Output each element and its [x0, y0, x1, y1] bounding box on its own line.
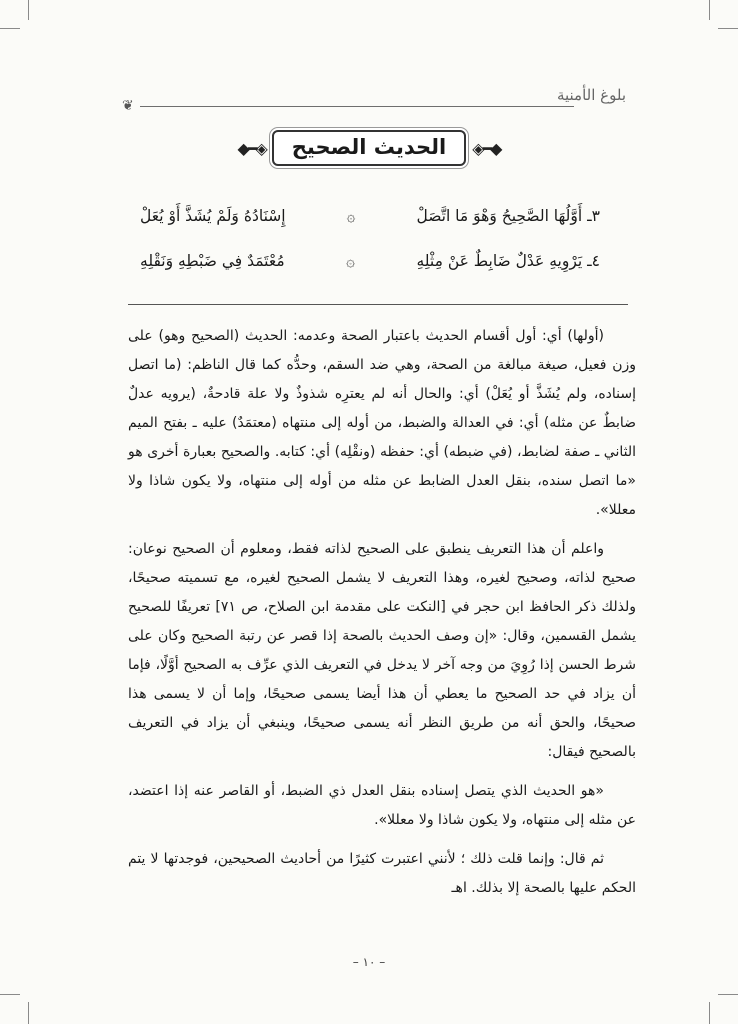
crop-mark-bottom-right-h	[718, 994, 738, 995]
verse-line	[140, 252, 600, 270]
title-ornament-left-icon: ◆━◈	[237, 138, 266, 158]
section-title-banner	[0, 124, 738, 172]
crop-mark-bottom-left-h	[0, 994, 20, 995]
verse-divider	[128, 304, 628, 305]
verse-line	[140, 207, 600, 225]
verse-separator-icon: ۞	[346, 252, 355, 270]
page-number: – ١٠ –	[352, 955, 386, 969]
crop-mark-top-right-v	[709, 0, 710, 20]
crop-mark-bottom-right-v	[709, 1002, 710, 1024]
book-logo: بلوغ الأمنية	[556, 86, 626, 104]
commentary-body	[128, 322, 636, 913]
section-title: الحديث الصحيح	[272, 130, 466, 166]
fleuron-ornament-icon: ❦	[122, 98, 134, 114]
verse-second-hemistich: إِسْنَادُهُ وَلَمْ يُشَذَّ أَوْ يُعَلْ	[140, 207, 286, 225]
crop-mark-bottom-left-v	[28, 1002, 29, 1024]
crop-mark-top-left-v	[28, 0, 29, 20]
running-header	[122, 86, 626, 114]
header-rule	[140, 106, 574, 107]
commentary-paragraph: ثم قال: وإنما قلت ذلك ؛ لأنني اعتبرت كثيرًا من أحاديث الصحيحين، فوجدتها لا يتم الحكم عليها بالصحة إلا بذلك. اهـ	[128, 851, 636, 896]
verse-separator-icon: ۞	[346, 207, 356, 225]
title-ornament-right-icon: ◈━◆	[472, 138, 501, 158]
commentary-paragraph: (أولها) أي: أول أقسام الحديث باعتبار الصحة وعدمه: الحديث (الصحيح وهو) على وزن فعيل، صيغة مبالغة من الصحة، وهي ضد السقم، وحدُّه كما قال الناظم: (ما اتصل إسناده، ولم يُشَذَّ أو يُعَلْ) أي: والحال أنه لم يعترِه شذوذٌ ولا علة قادحةٌ، (يرويه عدلٌ ضابطٌ عن مثله) أي: في العدالة والضبط، من أوله إلى منتهاه (معتمَدٌ) عليه ـ بفتح الميم الثاني ـ صفة لضابط، (في ضبطه) أي: حفظه (ونقْلِه) أي: كتابه. والصحيح بعبارة أخرى هو «ما اتصل سنده، بنقل العدل الضابط عن مثله من أوله إلى منتهاه، ولا يكون شاذا ولا معللا».	[128, 328, 636, 518]
verse-first-hemistich: ٤ـ يَرْوِيهِ عَدْلٌ ضَابِطٌ عَنْ مِثْلِهِ	[416, 252, 600, 270]
quote-paragraph: «هو الحديث الذي يتصل إسناده بنقل العدل ذي الضبط، أو القاصر عنه إذا اعتضد، عن مثله إلى منتهاه، ولا يكون شاذا ولا معللا».	[128, 783, 636, 828]
crop-mark-top-right-h	[718, 28, 738, 29]
verse-second-hemistich: مُعْتَمَدٌ فِي ضَبْطِهِ وَنَقْلِهِ	[140, 252, 285, 270]
commentary-paragraph: واعلم أن هذا التعريف ينطبق على الصحيح لذاته فقط، ومعلوم أن الصحيح نوعان: صحيح لذاته، وصحيح لغيره، وهذا التعريف لا يشمل الصحيح لغيره، مع تسميته صحيحًا، ولذلك ذكر الحافظ ابن حجر في [النكت على مقدمة ابن الصلاح، ص ٧١] تعريفًا للصحيح يشمل القسمين، وقال: «إن وصف الحديث بالصحة إذا قصر عن رتبة الصحيح وكان على شرط الحسن إذا رُوِيَ من وجه آخر لا يدخل في التعريف الذي عرِّف به الصحيح أوَّلًا، فإما أن يزاد في حد الصحيح ما يعطي أن هذا أيضا يسمى صحيحًا، وإما أن لا يسمى هذا صحيحًا، والحق أنه من طريق النظر أنه يسمى صحيحًا، وينبغي أن يزاد في التعريف بالصحيح فيقال:	[128, 541, 636, 760]
verse-first-hemistich: ٣ـ أَوَّلُهَا الصَّحِيحُ وَهْوَ مَا اتَّصَلْ	[416, 207, 600, 225]
crop-mark-top-left-h	[0, 28, 20, 29]
